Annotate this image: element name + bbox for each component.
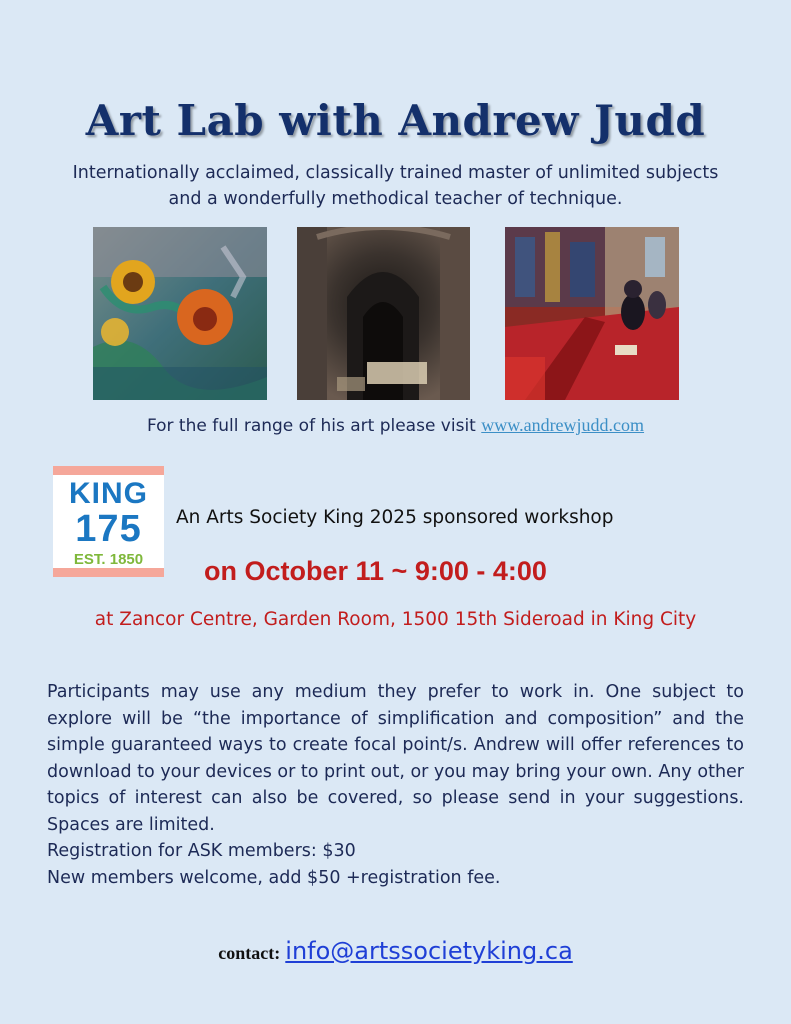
subtitle-line-1: Internationally acclaimed, classically trained master of unlimited subjects: [72, 163, 719, 183]
page-title: Art Lab with Andrew Judd: [85, 96, 706, 145]
contact-label: contact:: [218, 943, 281, 963]
cafe-painting: [505, 227, 679, 400]
description-paragraph: Participants may use any medium they prefer to work in. One subject to explore will be “the importance of simplification and composition” and the simple guaranteed ways to create focal point/s. Andrew will offer references to download to your devices or to print out, or you may bring your own. Any other topics of interest can also be covered, so please send in your suggestions. Spaces are limited.: [47, 682, 745, 835]
new-members-note: New members welcome, add $50 +registration fee.: [47, 867, 501, 888]
logo-line-1: KING: [69, 477, 148, 510]
registration-fee: Registration for ASK members: $30: [47, 841, 356, 861]
logo-line-2: 175: [75, 508, 142, 550]
archway-painting: [297, 227, 470, 400]
workshop-date: on October 11 ~ 9:00 - 4:00: [204, 556, 547, 586]
venue-text: at Zancor Centre, Garden Room, 1500 15th Sideroad in King City: [94, 609, 697, 630]
visit-text: For the full range of his art please visit: [146, 416, 476, 436]
contact-line: [0, 937, 791, 965]
logo-line-3: EST. 1850: [73, 551, 144, 568]
king-175-logo: [53, 466, 164, 577]
subtitle: [0, 160, 791, 212]
contact-email-link[interactable]: info@artssocietyking.ca: [285, 937, 573, 965]
workshop-description: [47, 679, 744, 891]
website-link[interactable]: www.andrewjudd.com: [481, 415, 645, 435]
visit-line: [0, 415, 791, 436]
logo-panel: [53, 475, 164, 568]
subtitle-line-2: and a wonderfully methodical teacher of technique.: [168, 189, 623, 209]
sunflower-painting: [93, 227, 267, 400]
sponsor-text: An Arts Society King 2025 sponsored workshop: [176, 507, 614, 528]
